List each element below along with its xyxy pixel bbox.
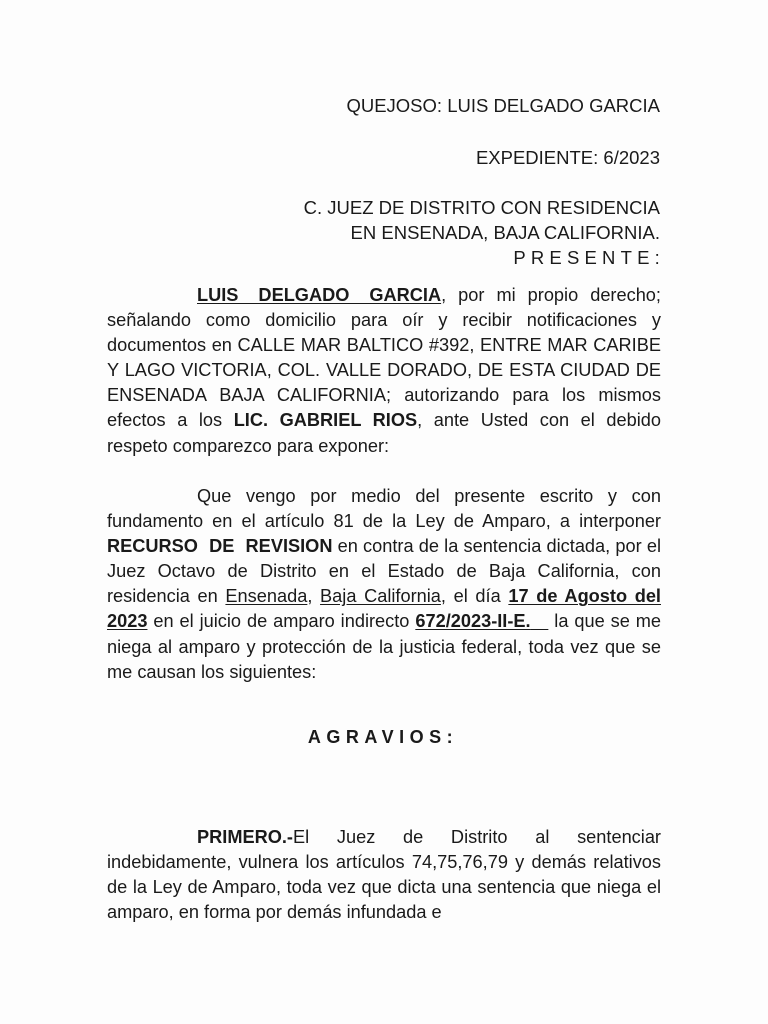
sentence-date: 17 de Agosto del 2023 <box>107 586 661 632</box>
case-number-underline-gap <box>531 611 549 631</box>
paragraph2-text-b: en contra de la sentencia dictada, por el Juez Octavo de Distrito en el Estado de Baja California, con residencia en <box>107 536 661 607</box>
paragraph1-text-a: , por mi propio derecho; señalando como domicilio para oír y recibir notificaciones y documentos en CALLE MAR BALTICO #392, ENTRE MAR CARIBE Y LAGO VICTORIA, COL. VALLE DORADO, DE ESTA CIUDAD DE ENSENADA BAJA CALIFORNIA; autorizando para los mismos efectos a los <box>107 285 661 431</box>
paragraph-appearance <box>107 283 661 459</box>
paragraph2-comma: , <box>307 586 321 607</box>
primero-text: El Juez de Distrito al sentenciar indebidamente, vulnera los artículos 74,75,76,79 y demás relativos de la Ley de Amparo, toda vez que dicta una sentencia que niega el amparo, en forma por demás infundada e <box>107 827 661 923</box>
paragraph2-text-c: , el día <box>440 586 509 607</box>
presente-line: PRESENTE: <box>513 247 665 268</box>
petitioner-name: LUIS DELGADO GARCIA <box>197 285 442 305</box>
paragraph2-text-e: la que se me niega al amparo y protección de la justicia federal, toda vez que se me causan los siguientes: <box>107 611 661 682</box>
case-number: 672/2023-II-E. <box>415 611 531 632</box>
quejoso-line: QUEJOSO: LUIS DELGADO GARCIA <box>346 95 660 116</box>
agravios-heading-text: AGRAVIOS: <box>307 727 459 747</box>
state-baja-california: Baja California <box>320 586 441 607</box>
paragraph2-text-d: en el juicio de amparo indirecto <box>147 611 416 632</box>
paragraph-recurso <box>107 484 661 685</box>
expediente-line: EXPEDIENTE: 6/2023 <box>475 147 660 168</box>
authorized-lawyer: LIC. GABRIEL RIOS <box>233 410 418 431</box>
city-ensenada: Ensenada <box>225 586 308 607</box>
paragraph1-text-b: , ante Usted con el debido respeto comparezco para exponer: <box>107 410 661 456</box>
paragraph-primero <box>107 825 661 925</box>
primero-label: PRIMERO.- <box>197 827 293 847</box>
addressee-line-1: C. JUEZ DE DISTRITO CON RESIDENCIA <box>303 197 660 218</box>
agravios-heading <box>0 725 768 750</box>
recurso-de-revision: RECURSO DE REVISION <box>107 536 333 557</box>
paragraph2-text-a: Que vengo por medio del presente escrito y con fundamento en el artículo 81 de la Ley de Amparo, a interponer <box>107 486 661 532</box>
addressee-line-2: EN ENSENADA, BAJA CALIFORNIA. <box>350 222 660 243</box>
